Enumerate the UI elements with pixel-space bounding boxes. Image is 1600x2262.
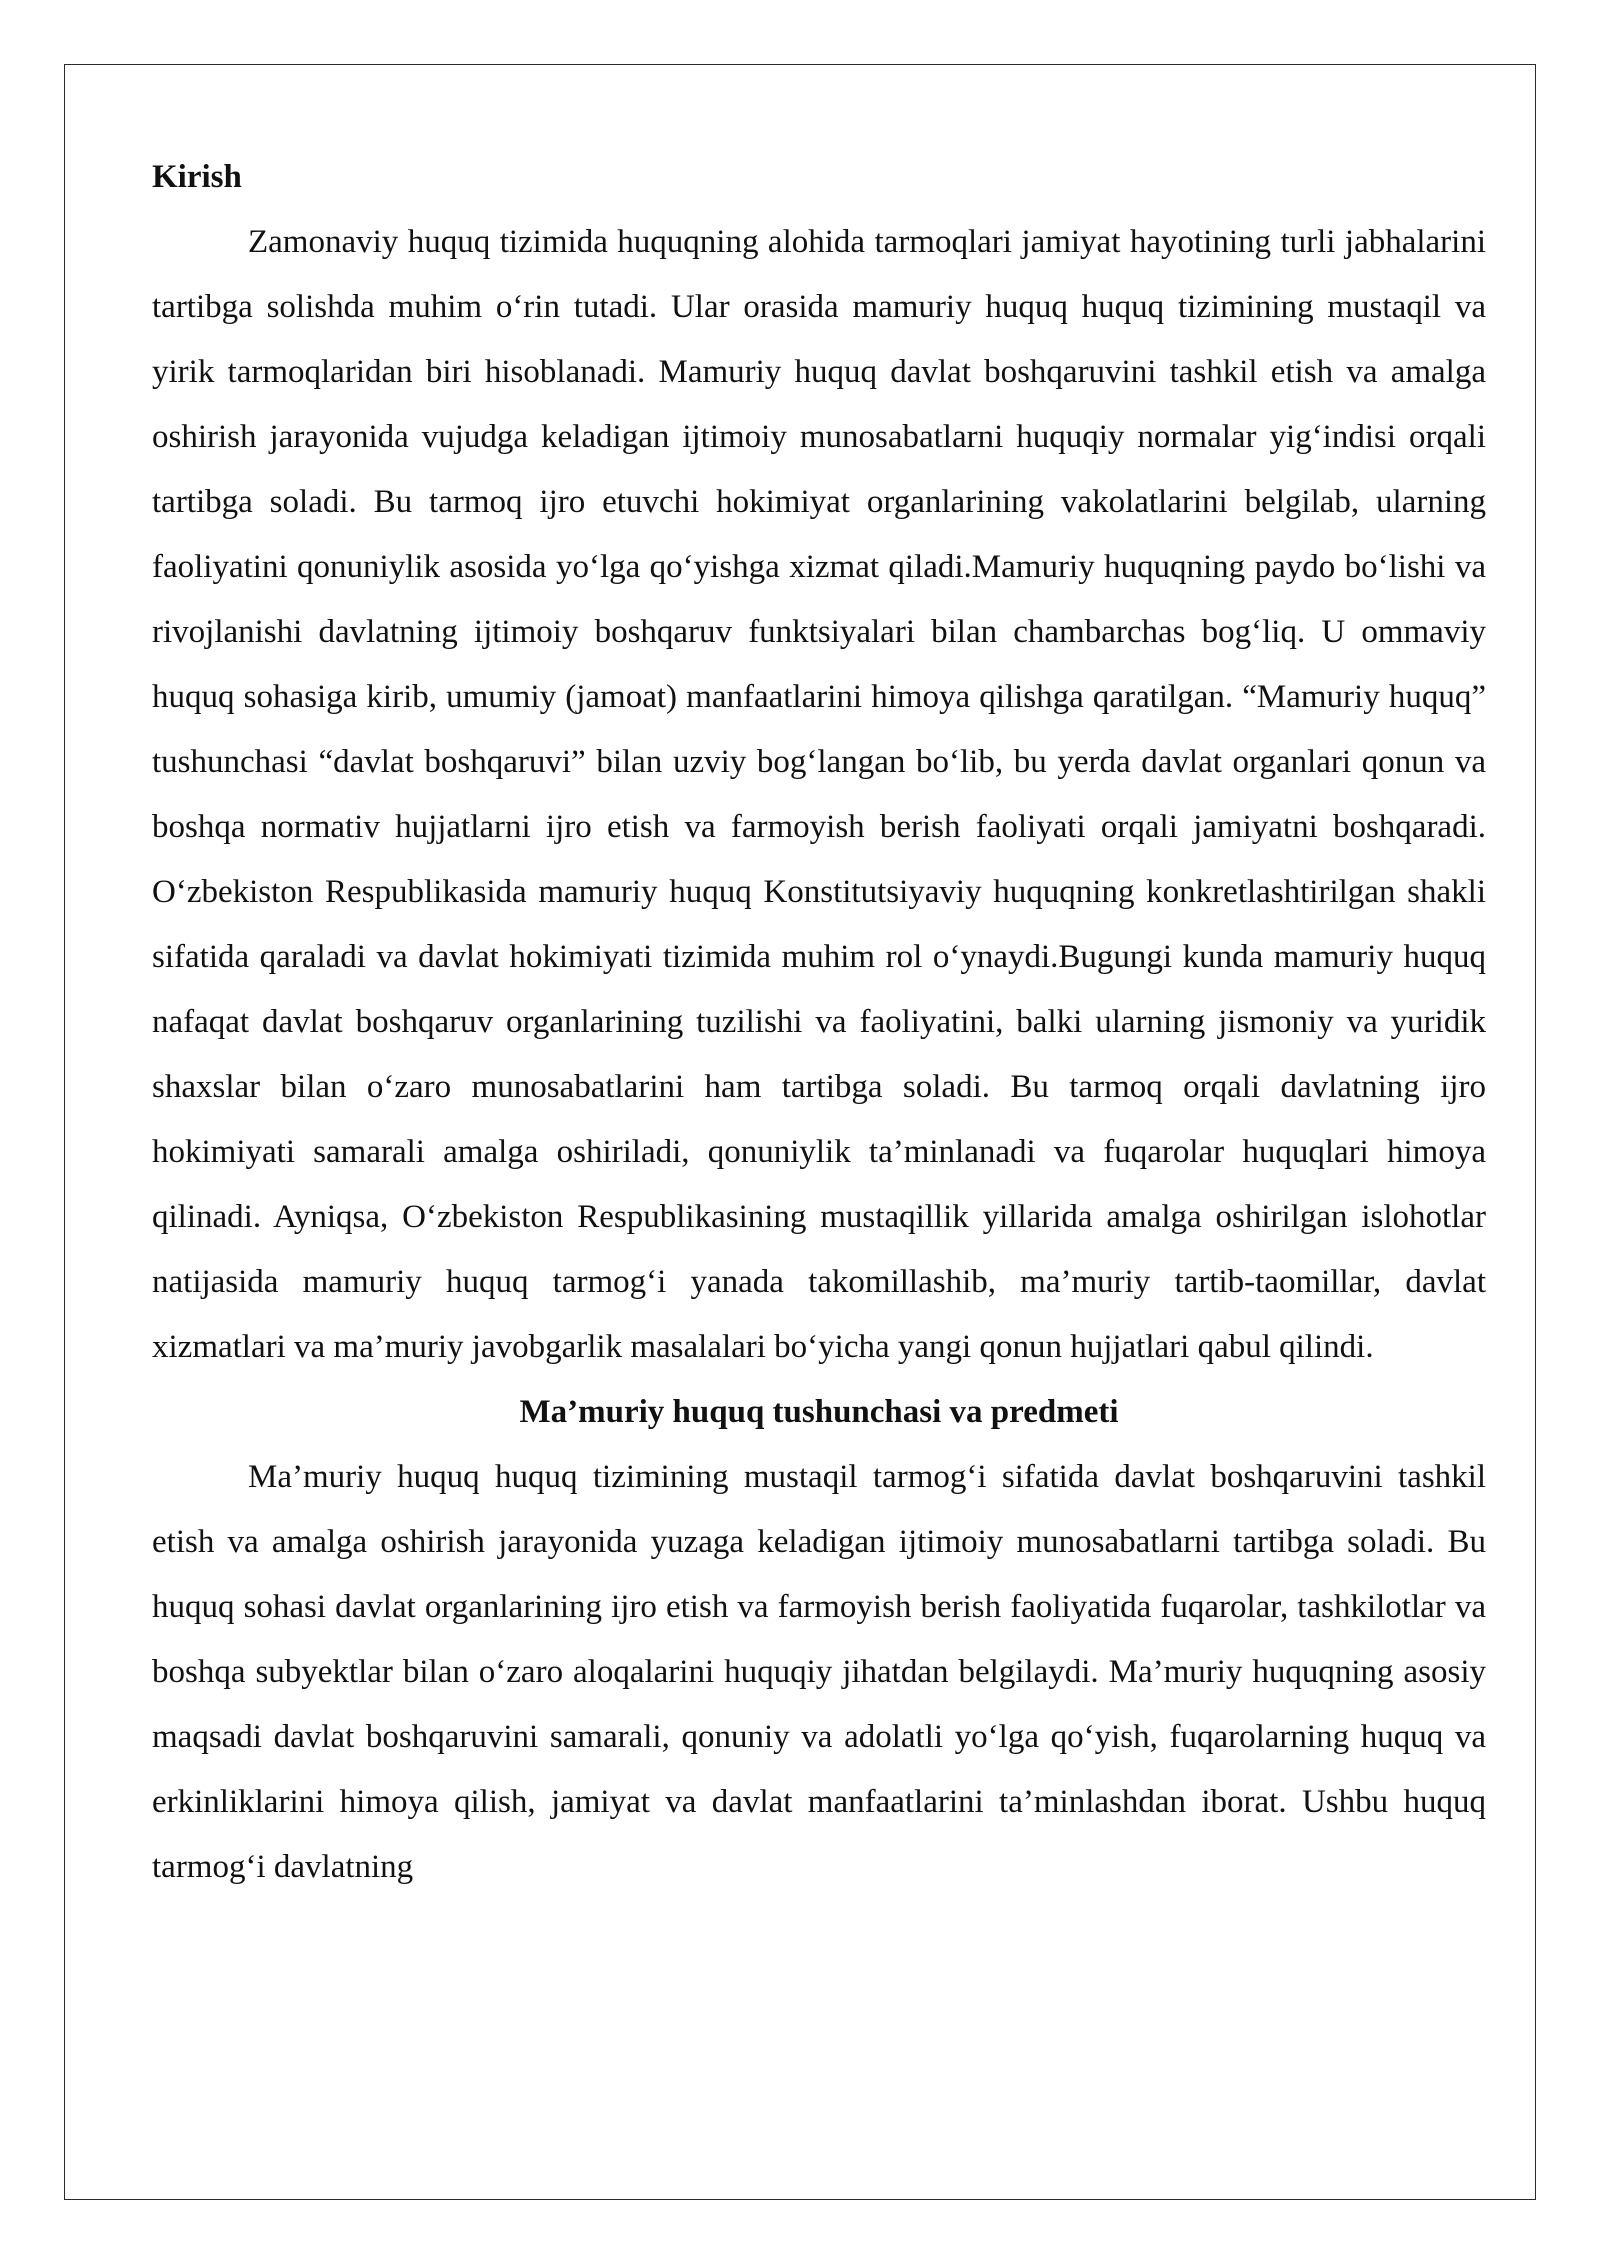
paragraph-kirish: Zamonaviy huquq tizimida huquqning alohida tarmoqlari jamiyat hayotining turli jabhalarini tartibga solishda muhim o‘rin tutadi. Ular orasida mamuriy huquq huquq tizimining mustaqil va yirik tarmoqlaridan biri hisoblanadi. Mamuriy huquq davlat boshqaruvini tashkil etish va amalga oshirish jarayonida vujudga keladigan ijtimoiy munosabatlarni huquqiy normalar yig‘indisi orqali tartibga soladi. Bu tarmoq ijro etuvchi hokimiyat organlarining vakolatlarini belgilab, ularning faoliyatini qonuniylik asosida yo‘lga qo‘yishga xizmat qiladi.Mamuriy huquqning paydo bo‘lishi va rivojlanishi davlatning ijtimoiy boshqaruv funktsiyalari bilan chambarchas bog‘liq. U ommaviy huquq sohasiga kirib, umumiy (jamoat) manfaatlarini himoya qilishga qaratilgan. “Mamuriy huquq” tushunchasi “davlat boshqaruvi” bilan uzviy bog‘langan bo‘lib, bu yerda davlat organlari qonun va boshqa normativ hujjatlarni ijro etish va farmoyish berish faoliyati orqali jamiyatni boshqaradi. O‘zbekiston Respublikasida mamuriy huquq Konstitutsiyaviy huquqning konkretlashtirilgan shakli sifatida qaraladi va davlat hokimiyati tizimida muhim rol o‘ynaydi.Bugungi kunda mamuriy huquq nafaqat davlat boshqaruv organlarining tuzilishi va faoliyatini, balki ularning jismoniy va yuridik shaxslar bilan o‘zaro munosabatlarini ham tartibga soladi. Bu tarmoq orqali davlatning ijro hokimiyati samarali amalga oshiriladi, qonuniylik ta’minlanadi va fuqarolar huquqlari himoya qilinadi. Ayniqsa, O‘zbekiston Respublikasining mustaqillik yillarida amalga oshirilgan islohotlar natijasida mamuriy huquq tarmog‘i yanada takomillashib, ma’muriy tartib-taomillar, davlat xizmatlari va ma’muriy javobgarlik masalalari bo‘yicha yangi qonun hujjatlari qabul qilindi. [152,224,1486,1365]
section-heading-tushuncha: Ma’muriy huquq tushunchasi va predmeti [519,1394,1119,1430]
section-heading-kirish: Kirish [152,159,242,195]
document-body [152,145,1486,1900]
paragraph-tushuncha: Ma’muriy huquq huquq tizimining mustaqil tarmog‘i sifatida davlat boshqaruvini tashkil etish va amalga oshirish jarayonida yuzaga keladigan ijtimoiy munosabatlarni tartibga soladi. Bu huquq sohasi davlat organlarining ijro etish va farmoyish berish faoliyatida fuqarolar, tashkilotlar va boshqa subyektlar bilan o‘zaro aloqalarini huquqiy jihatdan belgilaydi. Ma’muriy huquqning asosiy maqsadi davlat boshqaruvini samarali, qonuniy va adolatli yo‘lga qo‘yish, fuqarolarning huquq va erkinliklarini himoya qilish, jamiyat va davlat manfaatlarini ta’minlashdan iborat. Ushbu huquq tarmog‘i davlatning [152,1459,1486,1885]
